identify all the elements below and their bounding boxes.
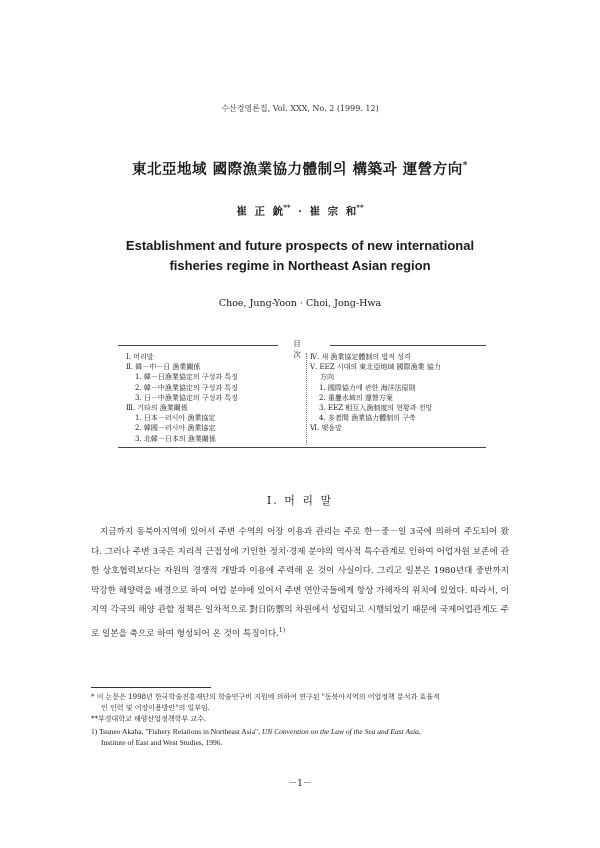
- title-footnote-mark: *: [462, 161, 468, 172]
- korean-title-text: 東北亞地域 國際漁業協力體制의 構築과 運營方向: [132, 161, 463, 178]
- english-title: [0, 236, 600, 276]
- toc-entry: 3. 日－中漁業協定의 구성과 특징: [135, 393, 238, 402]
- toc-entry: Ⅵ. 맺음말: [310, 424, 342, 433]
- footnote-2-mark: **: [91, 715, 98, 724]
- table-of-contents: [118, 341, 486, 451]
- footnote-3-book-title: UN Convention on the Law of the Sea and East Asia: [261, 726, 419, 736]
- footnote-3-comma: ,: [418, 726, 421, 736]
- toc-entry: Ⅰ. 머리말: [126, 353, 154, 361]
- toc-entry: 2. 重疊水域의 運營方案: [319, 393, 393, 402]
- toc-entry: Ⅴ. EEZ 시대의 東北亞地域 國際漁業 協力: [310, 363, 441, 372]
- journal-citation: 수산경영론집, Vol. XXX, No. 2 (1999. 12): [221, 104, 379, 113]
- footnote-2: [91, 714, 511, 725]
- english-authors: Choe, Jung-Yoon · Choi, Jong-Hwa: [218, 298, 382, 309]
- body-paragraph-text: 지금까지 동북아지역에 있어서 주변 수역의 어장 이용과 관리는 주로 한－중－일 3국에 의하여 주도되어 왔다. 그러나 주변 3국은 지리적 근접성에 기인한 정치·경제 분야의 역사적 특수관계로 인하여 어업자원 보존에 관한 상호협력보다는 자원의 경쟁적 개발과 이용에 주력해 온 것이 사실이다. 그리고 일본은 1980년대 중반까지 막강한 해양력을 배경으로 하여 어업 분야에 있어서 주변 연안국들에게 항상 가해자의 위치에 있었다. 따라서, 이 지역 각국의 해양 관할 정책은 일차적으로 對日防禦의 차원에서 성립되고 시행되었기 때문에 국제어업관계도 주로 일본을 축으로 하여 형성되어 온 것이 특징이다.: [91, 527, 509, 639]
- footnote-rule: [91, 687, 211, 688]
- section-heading: Ⅰ. 머 리 말: [266, 494, 334, 507]
- toc-column-divider: [306, 353, 307, 445]
- author-separator: ·: [298, 205, 302, 218]
- toc-entry: Ⅲ. 기타의 漁業關係: [126, 404, 188, 413]
- toc-entry: 1. 日本－러시아 漁業協定: [135, 414, 216, 423]
- english-title-line-2: fisheries regime in Northeast Asian region: [169, 258, 431, 273]
- toc-right-column: [310, 352, 486, 434]
- toc-left-column: [126, 352, 304, 444]
- footnote-3-line-2: Institute of East and West Studies, 1996.: [101, 737, 223, 747]
- toc-entry: 2. 韓－中漁業協定의 구성과 특징: [135, 383, 238, 392]
- toc-heading: 目 次: [278, 338, 330, 360]
- korean-authors: [0, 203, 600, 219]
- footnote-1-line-1: 이 논문은 1998년 한국학술진흥재단의 학술연구비 지원에 의하여 연구된 "동북아지역의 어업정책 분석과 효율적: [96, 693, 440, 701]
- page-number: －1－: [288, 779, 312, 789]
- author-1-mark: **: [283, 203, 291, 212]
- toc-entry: Ⅱ. 韓－中－日 漁業關係: [126, 363, 201, 372]
- author-2-name: 崔 宗 和: [309, 205, 357, 218]
- toc-entry: 4. 多者間 漁業協力體制의 구축: [319, 414, 416, 423]
- english-title-line-1: Establishment and future prospects of new international: [125, 238, 475, 253]
- footnote-reference: 1): [278, 626, 286, 634]
- author-2-mark: **: [356, 203, 364, 212]
- toc-entry: 1. 國際協力에 관한 海洋法原則: [319, 383, 416, 392]
- korean-title: [0, 158, 600, 179]
- footnote-3-mark: 1): [91, 726, 98, 736]
- body-paragraph: [91, 523, 509, 644]
- toc-entry: 方向: [320, 373, 334, 382]
- footnote-1-line-2: 인 인력 및 어장이용방안"의 일부임.: [101, 704, 211, 713]
- footnote-1: [91, 692, 511, 714]
- toc-entry: 3. EEZ 相互入漁制度의 현황과 전망: [319, 404, 433, 413]
- toc-entry: 1. 韓－日漁業協定의 구성과 특징: [135, 373, 238, 382]
- footnote-1-mark: *: [91, 693, 95, 701]
- toc-entry: Ⅳ. 새 漁業協定體制의 법적 성격: [310, 353, 411, 361]
- author-1-name: 崔 正 鈗: [236, 205, 284, 218]
- toc-bottom-rule: [118, 447, 486, 448]
- footnotes: [91, 692, 511, 748]
- footnote-2-line-1: 부경대학교 해양산업정책학부 교수.: [98, 715, 207, 724]
- footnote-3: [91, 726, 511, 748]
- toc-entry: 3. 北韓－日本의 漁業關係: [135, 434, 216, 443]
- toc-entry: 2. 韓國－러시아 漁業協定: [135, 424, 216, 433]
- footnote-3-citation: Tsuneo Akaha, "Fishery Relations in Northeast Asia",: [99, 726, 262, 736]
